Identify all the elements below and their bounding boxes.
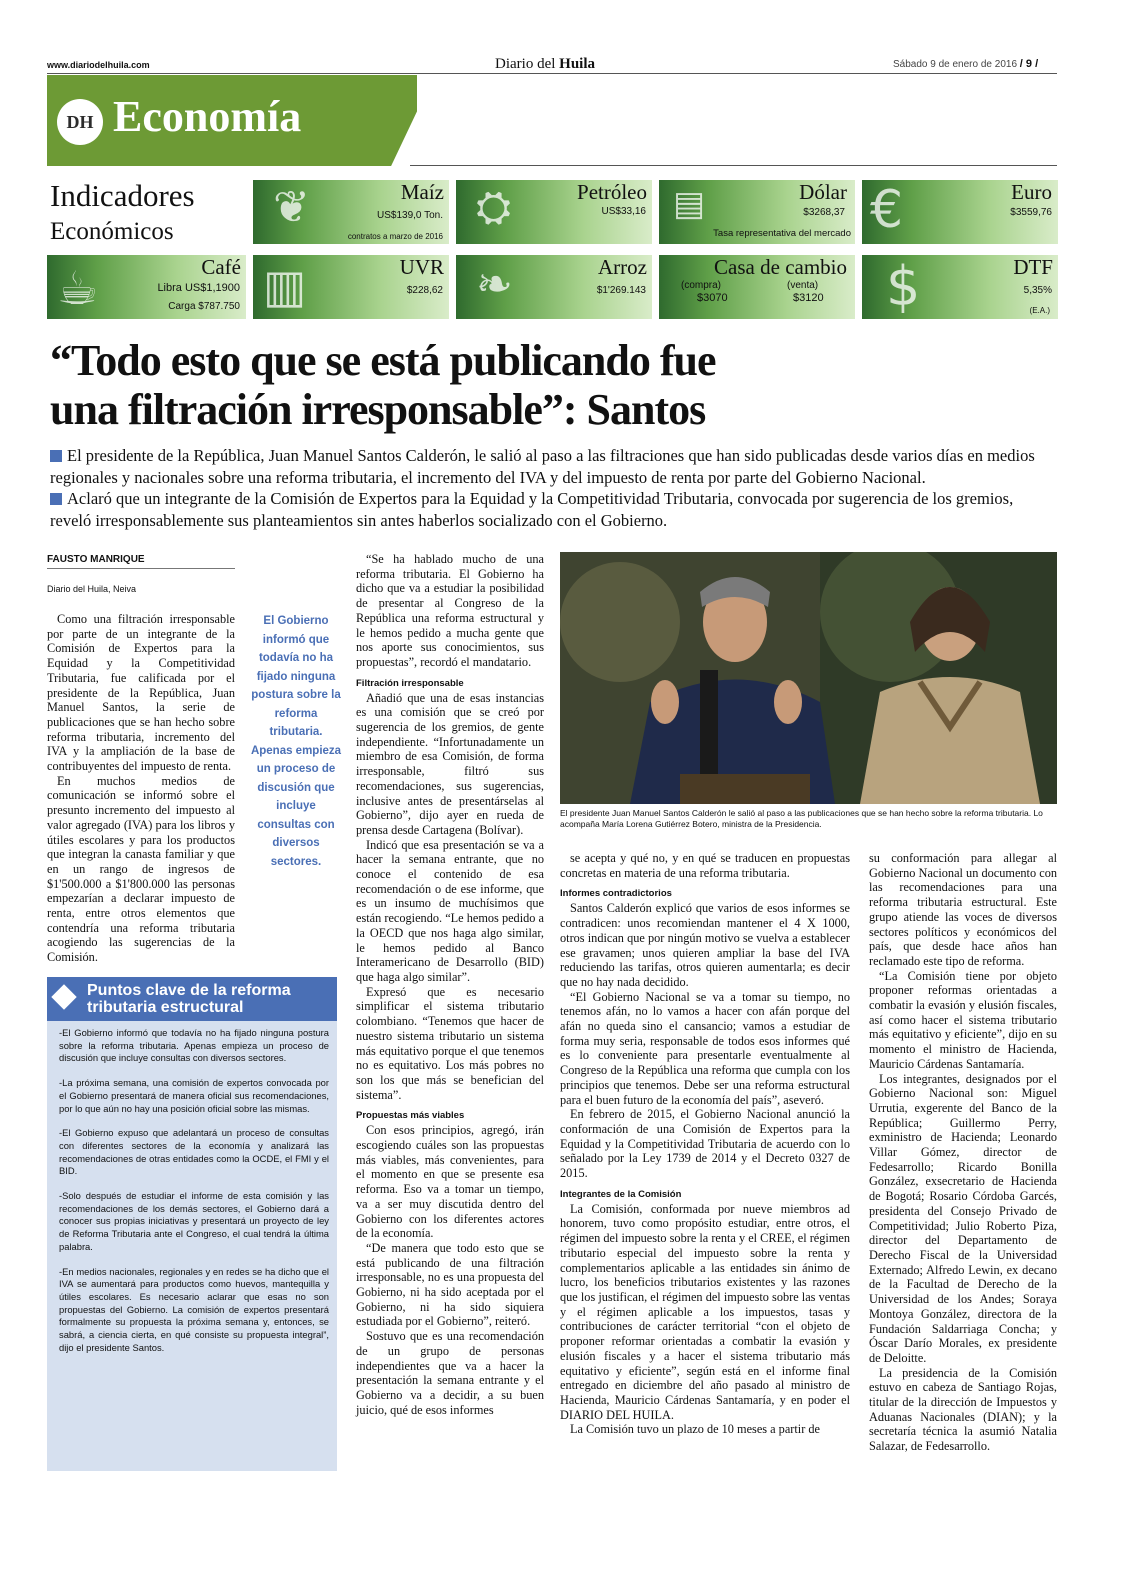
paragraph: “Se ha hablado mucho de una reforma tributaria. El Gobierno ha dicho que va a estudiar la posibilidad de presentar al Congreso de la República una reforma estructural y le hemos pedido a mucha gente que nos aporte sus conocimientos, sus propuestas”, recordó el mandatario. — [356, 552, 544, 669]
keypoints-title-line2: tributaria estructural — [87, 999, 244, 1016]
photo-caption: El presidente Juan Manuel Santos Calderón le salió al paso a las publicaciones que se han hecho sobre la reforma tributaria. Lo acompaña María Lorena Gutiérrez Botero, ministra de la Presidencia. — [560, 808, 1043, 829]
indicator-name: UVR — [399, 255, 444, 279]
deck-text-1: El presidente de la República, Juan Manuel Santos Calderón, le salió al paso a las filtraciones que han sido publicadas desde varios días en medios regionales y nacionales sobre una reforma tributaria, el incremento del IVA y del impuesto de renta por parte del Gobierno Nacional. — [50, 446, 1035, 487]
indicator-name: Casa de cambio — [714, 255, 847, 279]
byline: FAUSTO MANRIQUE — [47, 554, 145, 565]
paragraph: “La Comisión tiene por objeto proponer reformas orientadas a combatir la evasión y elusión fiscales, así como hacer el sistema tributario más equitativo y eficiente”, dijo en su momento el ministro de Hacienda, Mauricio Cárdenas Santamaría. — [869, 968, 1057, 1071]
indicator-euro — [862, 180, 1058, 244]
dh-logo-badge: DH — [57, 99, 103, 145]
photo-illustration — [560, 552, 1057, 804]
paragraph: Indicó que esa presentación se va a hacer la semana entrante, que no conoce el contenido de esa recomendación o de ese informe, que es un insumo de muchísimos que están recogiendo. “Le hemos pedido a la OECD que nos haga algo similar, le hemos pedido al Banco Interamericano de Desarrollo (BID) que haga algo similar”. — [356, 837, 544, 984]
masthead — [495, 56, 595, 73]
paragraph: En muchos medios de comunicación se informó sobre el presunto incremento del impuesto al valor agregado (IVA) para los libros y útiles escolares y para los productos que integran la canasta familiar y que en un rango de ingresos de $1'500.000 a $1'800.000 las personas empezarían a declarar impuesto de renta, entre otros elementos que contendría una reforma tributaria acogiendo las sugerencias de la Comisión. — [47, 773, 235, 965]
keypoints-header — [47, 977, 337, 1021]
paragraph: La Comisión, conformada por nueve miembros ad honorem, tuvo como propósito estudiar, entre otros, el régimen del impuesto sobre la renta y el CREE, el régimen tributario especial del impuesto sobre la renta y complementarios aplicable a las entidades sin ánimo de lucro, los beneficios tributarios existentes y las razones que los justifican, el régimen del impuesto sobre las ventas y el régimen aplicable a los impuestos, tasas y contribuciones de carácter territorial “con el objeto de proponer reformar orientadas a combatir la evasión y elusión fiscales y a hacer el sistema tributario más equitativo y eficiente”, según está en el informe final entregado en diciembre del año pasado al ministro de Hacienda, Mauricio Cárdenas Santamaría, y en poder el DIARIO DEL HUILA. — [560, 1201, 850, 1422]
page-number: / 9 / — [1019, 58, 1039, 70]
bullet-square-icon — [50, 450, 62, 462]
headline — [50, 336, 1050, 434]
indicator-value: $3559,76 — [1010, 207, 1052, 218]
indicator-name: Petróleo — [577, 180, 647, 204]
dateline: Diario del Huila, Neiva — [47, 584, 137, 594]
indicator-note: Tasa representativa del mercado — [713, 228, 851, 239]
keypoints-title — [87, 982, 291, 1016]
indicator-cafe — [47, 255, 246, 319]
indicator-dtf — [862, 255, 1058, 319]
indicator-value: $1'269.143 — [596, 285, 646, 296]
column-3 — [560, 851, 850, 1437]
keypoint-item: -El Gobierno expuso que adelantará un proceso de consultas con diferentes sectores de la economía y analizará las recomendaciones de otras entidades como la OCDE, el FMI y el BID. — [59, 1127, 329, 1177]
deck-text-2: Aclaró que un integrante de la Comisión de Expertos para la Equidad y la Competitividad Tributaria, convocada por sugerencia de los gremios, reveló irresponsablemente sus planteamientos sin antes haberlos socializado con el Gobierno. — [50, 489, 1014, 530]
indicator-note: Carga $787.750 — [168, 301, 240, 312]
indicator-petroleo — [456, 180, 652, 244]
date-text: Sábado 9 de enero de 2016 — [893, 59, 1017, 70]
indicators-title-line1: Indicadores — [50, 178, 195, 213]
headline-line1: “Todo esto que se está publicando fue — [50, 336, 716, 385]
venta-value: $3120 — [793, 292, 824, 304]
issue-date — [893, 58, 1038, 70]
headline-line2: una filtración irresponsable”: Santos — [50, 385, 706, 434]
paragraph: Añadió que una de esas instancias es una comisión que se creó por sugerencia de los gremios, de gente independiente. “Infortunadamente un miembro de esa Comisión, de forma irresponsable, filtró sus recomendaciones, sus sugerencias, inclusive antes de presentárselas al Gobierno”, dijo ayer en rueda de prensa desde Cartagena (Bolívar). — [356, 690, 544, 837]
keypoint-item: -Solo después de estudiar el informe de esta comisión y las recomendaciones de los demás sectores, el Gobierno dará a conocer sus propias iniciativas y presentará un proyecto de ley de Reforma Tributaria ante el Congreso, el cual tendrá la última palabra. — [59, 1190, 329, 1252]
banner-rule — [410, 165, 1057, 166]
euro-icon: € — [870, 180, 904, 240]
paragraph: “De manera que todo esto que se está publicando de una filtración irresponsable, no es una propuesta del Gobierno, ni ha sido aceptada por el Gobierno, ni ha sido siquiera estudiada por el Gobierno”, reiteró. — [356, 1240, 544, 1329]
paragraph: “El Gobierno Nacional se va a tomar su tiempo, no tenemos afán, no lo vamos a hacer con afán porque del afán no queda sino el cansancio; vamos a estudiar de forma muy seria, responsable de todos esos informes qué es lo conveniente para presentarle eventualmente al Congreso de la República una reforma que cumpla con los principios que tenemos. Debe ser una reforma estructural para el buen futuro de la economía del país”, aseveró. — [560, 989, 850, 1107]
corn-icon: ❦ — [273, 182, 310, 233]
indicator-name: Arroz — [598, 255, 647, 279]
indicator-note: contratos a marzo de 2016 — [347, 232, 443, 241]
paragraph: En febrero de 2015, el Gobierno Nacional anunció la conformación de una Comisión de Expertos para la Equidad y la Competitividad Tributaria de acuerdo con lo señalado por la Ley 1739 de 2014 y el Decreto 0327 de 2015. — [560, 1107, 850, 1181]
deck — [50, 445, 1050, 531]
subhead-integrantes: Integrantes de la Comisión — [560, 1188, 682, 1200]
banknotes-icon: ▤ — [673, 184, 706, 224]
paragraph: Santos Calderón explicó que varios de esos informes se contradicen: unos recomiendan mantener el 4 X 1000, otros indican que por ningún motivo se vuelva a establecer ese gravamen; unos quieren ampliar la base del IVA reduciendo las tarifas, otros quieren aumentarla; es decir que no hay nada decidido. — [560, 901, 850, 989]
column-4 — [869, 851, 1057, 1454]
paragraph: La presidencia de la Comisión estuvo en cabeza de Santiago Rojas, titular de la dirección de Impuestos y Aduanas Nacionales (DIAN); y la secretaría técnica la asumió Natalia Salazar, de Fedesarrollo. — [869, 1365, 1057, 1454]
keypoints-title-line1: Puntos clave de la reforma — [87, 982, 291, 999]
indicator-value: $228,62 — [406, 285, 443, 296]
subhead-informes: Informes contradictorios — [560, 888, 672, 900]
indicators-title — [50, 178, 195, 246]
paragraph: Los integrantes, designados por el Gobierno Nacional son: Miguel Urrutia, exgerente del Banco de la República; Guillermo Perry, exministro de Hacienda; Leonardo Villar Gómez, director de Fedesarrollo; Ricardo Bonilla González, exsecretario de Hacienda de Bogotá; Rosario Córdoba Garcés, presidenta del Consejo Privado de Competitividad; Julio Roberto Piza, director del Departamento de Derecho Fiscal de la Universidad Externado; Alfredo Lewin, ex decano de la Facultad de Derecho de la Universidad de los Andes; Soraya Montoya González, directora de la Fundación Saldarriaga Concha; y Óscar Darío Morales, ex presidente de Deloitte. — [869, 1071, 1057, 1365]
indicator-name: Dólar — [799, 180, 847, 204]
byline-rule — [47, 568, 235, 569]
indicator-name: DTF — [1013, 255, 1053, 279]
column-1 — [47, 612, 235, 965]
paragraph: Expresó que es necesario simplificar el sistema tributario colombiano. “Tenemos que hacer de nuestro sistema tributario un sistema más equitativo porque el que tenemos no es equitativo. Los más pobres no son los que más se benefician del sistema”. — [356, 984, 544, 1102]
indicator-casa-cambio — [659, 255, 855, 319]
deck-item-1 — [50, 445, 1050, 488]
indicator-uvr — [253, 255, 449, 319]
paragraph: La Comisión tuvo un plazo de 10 meses a partir de — [570, 1422, 820, 1437]
section-title: Economía — [113, 92, 302, 141]
compra-label: (compra) — [681, 280, 722, 291]
paragraph: Como una filtración irresponsable por parte de un integrante de la Comisión de Expertos para la Equidad y la Competitividad Tributaria, fue calificada por el presidente de la República, Juan Manuel Santos, la serie de publicaciones que se han hecho sobre reforma tributaria, incremento del IVA y la ampliación de la base de contribuyentes del impuesto de renta. — [47, 612, 235, 774]
oil-rig-icon: ⛭ — [476, 182, 512, 233]
dollar-sign-icon: $ — [886, 255, 921, 318]
indicator-name: Euro — [1011, 180, 1052, 204]
masthead-regular: Diario del — [495, 56, 556, 72]
article-photo — [560, 552, 1057, 804]
deck-item-2 — [50, 488, 1050, 531]
indicator-value: $3268,37 — [803, 207, 845, 218]
keypoint-item: -El Gobierno informó que todavía no ha fijado ninguna postura sobre la reforma tributaria. Apenas empieza un proceso de discusión que incluye consultas con diversos sectores. — [59, 1027, 329, 1064]
rice-plant-icon: ❧ — [476, 259, 513, 310]
indicator-value: US$139,0 Ton. — [377, 210, 443, 221]
indicator-maiz — [253, 180, 449, 244]
paragraph: se acepta y qué no, y en qué se traducen en propuestas concretas en materia de una reforma tributaria. — [560, 851, 850, 880]
keypoint-item: -La próxima semana, una comisión de expertos convocada por el Gobierno presentará de manera oficial sus recomendaciones, por lo que aún no hay una posición oficial sobre las mismas. — [59, 1077, 329, 1114]
building-icon: ▥ — [263, 259, 307, 313]
indicator-name: Maíz — [400, 180, 444, 204]
paragraph: su conformación para allegar al Gobierno Nacional un documento con las recomendaciones para una reforma tributaria estructural. Este grupo atiende las voces de diversos sectores políticos y económicos del país, que desde hace años han reclamado este tipo de reforma. — [869, 851, 1057, 968]
indicator-value: 5,35% — [1023, 285, 1052, 296]
indicator-arroz — [456, 255, 652, 319]
indicator-value: Libra US$1,1900 — [157, 282, 240, 294]
column-2 — [356, 552, 544, 1417]
bullet-square-icon — [50, 493, 62, 505]
paragraph: Con esos principios, agregó, irán escogiendo cuáles son las propuestas más viables, más convenientes, para el momento en que se presente esa reforma. Eso va a tomar un tiempo, va a ser muy discutida dentro del Gobierno con los diferentes actores de la economía. — [356, 1123, 544, 1241]
coffee-cup-icon: ☕ — [57, 261, 99, 315]
indicator-value: US$33,16 — [601, 206, 646, 217]
subhead-filtracion: Filtración irresponsable — [356, 677, 464, 689]
subhead-propuestas: Propuestas más viables — [356, 1110, 465, 1122]
compra-value: $3070 — [697, 292, 728, 304]
keypoint-item: -En medios nacionales, regionales y en redes se ha dicho que el IVA se aumentará para productos como huevos, mantequilla y útiles escolares. Es necesario aclarar que esas no son propuestas del Gobierno. La comisión de expertos presentará formalmente su propuesta la próxima semana y, entonces, se sabrá, a ciencia cierta, en qué consiste su propuesta integral”, dijo el presidente Santos. — [59, 1265, 329, 1353]
paragraph: Sostuvo que es una recomendación de un grupo de personas independientes que va a hacer la presentación la semana entrante y el Gobierno va a decidir, a su buen juicio, qué de esos informes — [356, 1329, 544, 1417]
indicator-name: Café — [201, 255, 241, 279]
diamond-icon — [51, 984, 76, 1009]
pull-quote: El Gobierno informó que todavía no ha fijado ninguna postura sobre la reforma tributaria. Apenas empieza un proceso de discusión que incluye consultas con diversos sectores. — [250, 615, 342, 868]
indicator-note: (E.A.) — [1029, 306, 1050, 315]
site-url: www.diariodelhuila.com — [47, 60, 150, 70]
header-rule — [47, 73, 1057, 74]
indicators-title-line2: Económicos — [50, 218, 174, 245]
masthead-bold: Huila — [559, 56, 596, 72]
keypoints-list — [47, 1021, 337, 1354]
indicator-dolar — [659, 180, 855, 244]
keypoints-box — [47, 977, 337, 1471]
venta-label: (venta) — [787, 280, 819, 291]
